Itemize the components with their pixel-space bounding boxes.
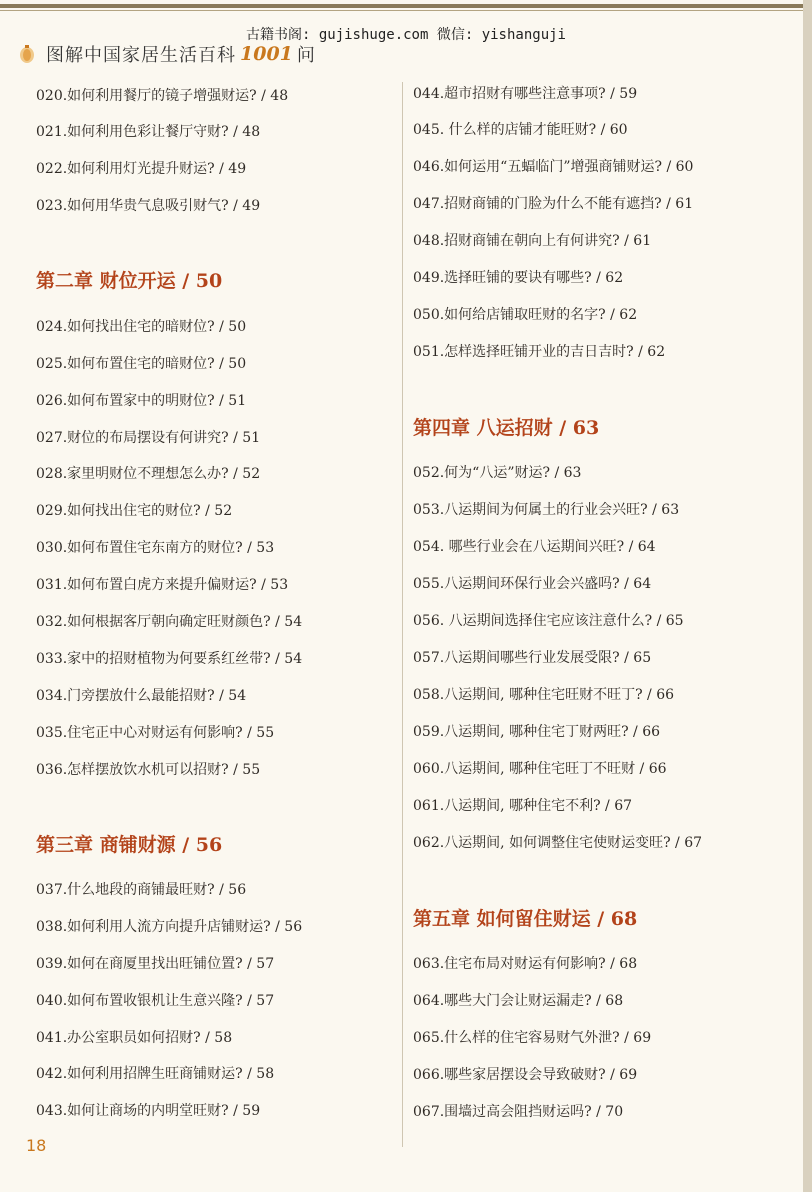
toc-entry[interactable]: 055.八运期间环保行业会兴盛吗? / 64 — [413, 576, 652, 592]
toc-entry[interactable]: 049.选择旺铺的要诀有哪些? / 62 — [413, 270, 624, 286]
column-divider — [402, 82, 403, 1147]
toc-entry[interactable]: 024.如何找出住宅的暗财位? / 50 — [36, 319, 247, 335]
toc-entry[interactable]: 036.怎样摆放饮水机可以招财? / 55 — [36, 762, 261, 778]
toc-entry[interactable]: 035.住宅正中心对财运有何影响? / 55 — [36, 725, 275, 741]
toc-entry[interactable]: 056. 八运期间选择住宅应该注意什么? / 65 — [413, 613, 684, 629]
toc-entry[interactable]: 062.八运期间, 如何调整住宅使财运变旺? / 67 — [413, 835, 703, 851]
book-title-number: 1001 — [240, 43, 293, 65]
page-edge — [803, 0, 812, 1192]
toc-entry[interactable]: 034.门旁摆放什么最能招财? / 54 — [36, 688, 247, 704]
toc-entry[interactable]: 023.如何用华贵气息吸引财气? / 49 — [36, 198, 261, 214]
toc-entry[interactable]: 065.什么样的住宅容易财气外泄? / 69 — [413, 1030, 652, 1046]
toc-entry[interactable]: 058.八运期间, 哪种住宅旺财不旺丁? / 66 — [413, 687, 675, 703]
toc-entry[interactable]: 057.八运期间哪些行业发展受限? / 65 — [413, 650, 652, 666]
watermark-text: 古籍书阁: gujishuge.com 微信: yishanguji — [245, 27, 566, 43]
toc-entry[interactable]: 059.八运期间, 哪种住宅丁财两旺? / 66 — [413, 724, 661, 740]
toc-entry[interactable]: 030.如何布置住宅东南方的财位? / 53 — [36, 540, 275, 556]
toc-entry[interactable]: 045. 什么样的店铺才能旺财? / 60 — [413, 122, 628, 138]
toc-entry[interactable]: 067.围墙过高会阻挡财运吗? / 70 — [413, 1104, 624, 1120]
toc-entry[interactable]: 041.办公室职员如何招财? / 58 — [36, 1030, 233, 1046]
toc-entry[interactable]: 053.八运期间为何属土的行业会兴旺? / 63 — [413, 502, 680, 518]
toc-entry[interactable]: 047.招财商铺的门脸为什么不能有遮挡? / 61 — [413, 196, 694, 212]
chapter-heading[interactable]: 第五章 如何留住财运 / 68 — [413, 908, 638, 930]
top-rule — [0, 4, 803, 8]
toc-entry[interactable]: 064.哪些大门会让财运漏走? / 68 — [413, 993, 624, 1009]
page-number: 18 — [26, 1136, 47, 1155]
toc-entry[interactable]: 066.哪些家居摆设会导致破财? / 69 — [413, 1067, 638, 1083]
chapter-heading[interactable]: 第三章 商铺财源 / 56 — [36, 834, 223, 856]
toc-entry[interactable]: 021.如何利用色彩让餐厅守财? / 48 — [36, 124, 261, 140]
chapter-heading[interactable]: 第四章 八运招财 / 63 — [413, 417, 600, 439]
toc-entry[interactable]: 033.家中的招财植物为何要系红丝带? / 54 — [36, 651, 303, 667]
toc-entry[interactable]: 044.超市招财有哪些注意事项? / 59 — [413, 86, 638, 102]
book-title: 图解中国家居生活百科 — [46, 45, 236, 66]
toc-entry[interactable]: 052.何为“八运”财运? / 63 — [413, 465, 582, 481]
lantern-icon — [18, 44, 36, 64]
toc-entry[interactable]: 031.如何布置白虎方来提升偏财运? / 53 — [36, 577, 289, 593]
toc-entry[interactable]: 039.如何在商厦里找出旺铺位置? / 57 — [36, 956, 275, 972]
top-rule-thin — [0, 10, 803, 11]
toc-entry[interactable]: 050.如何给店铺取旺财的名字? / 62 — [413, 307, 638, 323]
chapter-heading[interactable]: 第二章 财位开运 / 50 — [36, 270, 223, 292]
toc-entry[interactable]: 046.如何运用“五蝠临门”增强商铺财运? / 60 — [413, 159, 694, 175]
toc-entry[interactable]: 060.八运期间, 哪种住宅旺丁不旺财 / 66 — [413, 761, 667, 777]
toc-entry[interactable]: 038.如何利用人流方向提升店铺财运? / 56 — [36, 919, 303, 935]
toc-entry[interactable]: 029.如何找出住宅的财位? / 52 — [36, 503, 233, 519]
toc-entry[interactable]: 028.家里明财位不理想怎么办? / 52 — [36, 466, 261, 482]
toc-entry[interactable]: 022.如何利用灯光提升财运? / 49 — [36, 161, 247, 177]
toc-entry[interactable]: 040.如何布置收银机让生意兴隆? / 57 — [36, 993, 275, 1009]
toc-entry[interactable]: 037.什么地段的商铺最旺财? / 56 — [36, 882, 247, 898]
toc-entry[interactable]: 025.如何布置住宅的暗财位? / 50 — [36, 356, 247, 372]
book-title-tail: 问 — [296, 45, 315, 66]
toc-entry[interactable]: 042.如何利用招牌生旺商铺财运? / 58 — [36, 1066, 275, 1082]
toc-entry[interactable]: 054. 哪些行业会在八运期间兴旺? / 64 — [413, 539, 656, 555]
toc-entry[interactable]: 026.如何布置家中的明财位? / 51 — [36, 393, 247, 409]
toc-entry[interactable]: 043.如何让商场的内明堂旺财? / 59 — [36, 1103, 261, 1119]
toc-entry[interactable]: 048.招财商铺在朝向上有何讲究? / 61 — [413, 233, 652, 249]
toc-entry[interactable]: 063.住宅布局对财运有何影响? / 68 — [413, 956, 638, 972]
toc-entry[interactable]: 032.如何根据客厅朝向确定旺财颜色? / 54 — [36, 614, 303, 630]
toc-entry[interactable]: 051.怎样选择旺铺开业的吉日吉时? / 62 — [413, 344, 666, 360]
toc-entry[interactable]: 027.财位的布局摆设有何讲究? / 51 — [36, 430, 261, 446]
page-header — [18, 40, 315, 68]
toc-entry[interactable]: 061.八运期间, 哪种住宅不利? / 67 — [413, 798, 633, 814]
toc-entry[interactable]: 020.如何利用餐厅的镜子增强财运? / 48 — [36, 88, 289, 104]
